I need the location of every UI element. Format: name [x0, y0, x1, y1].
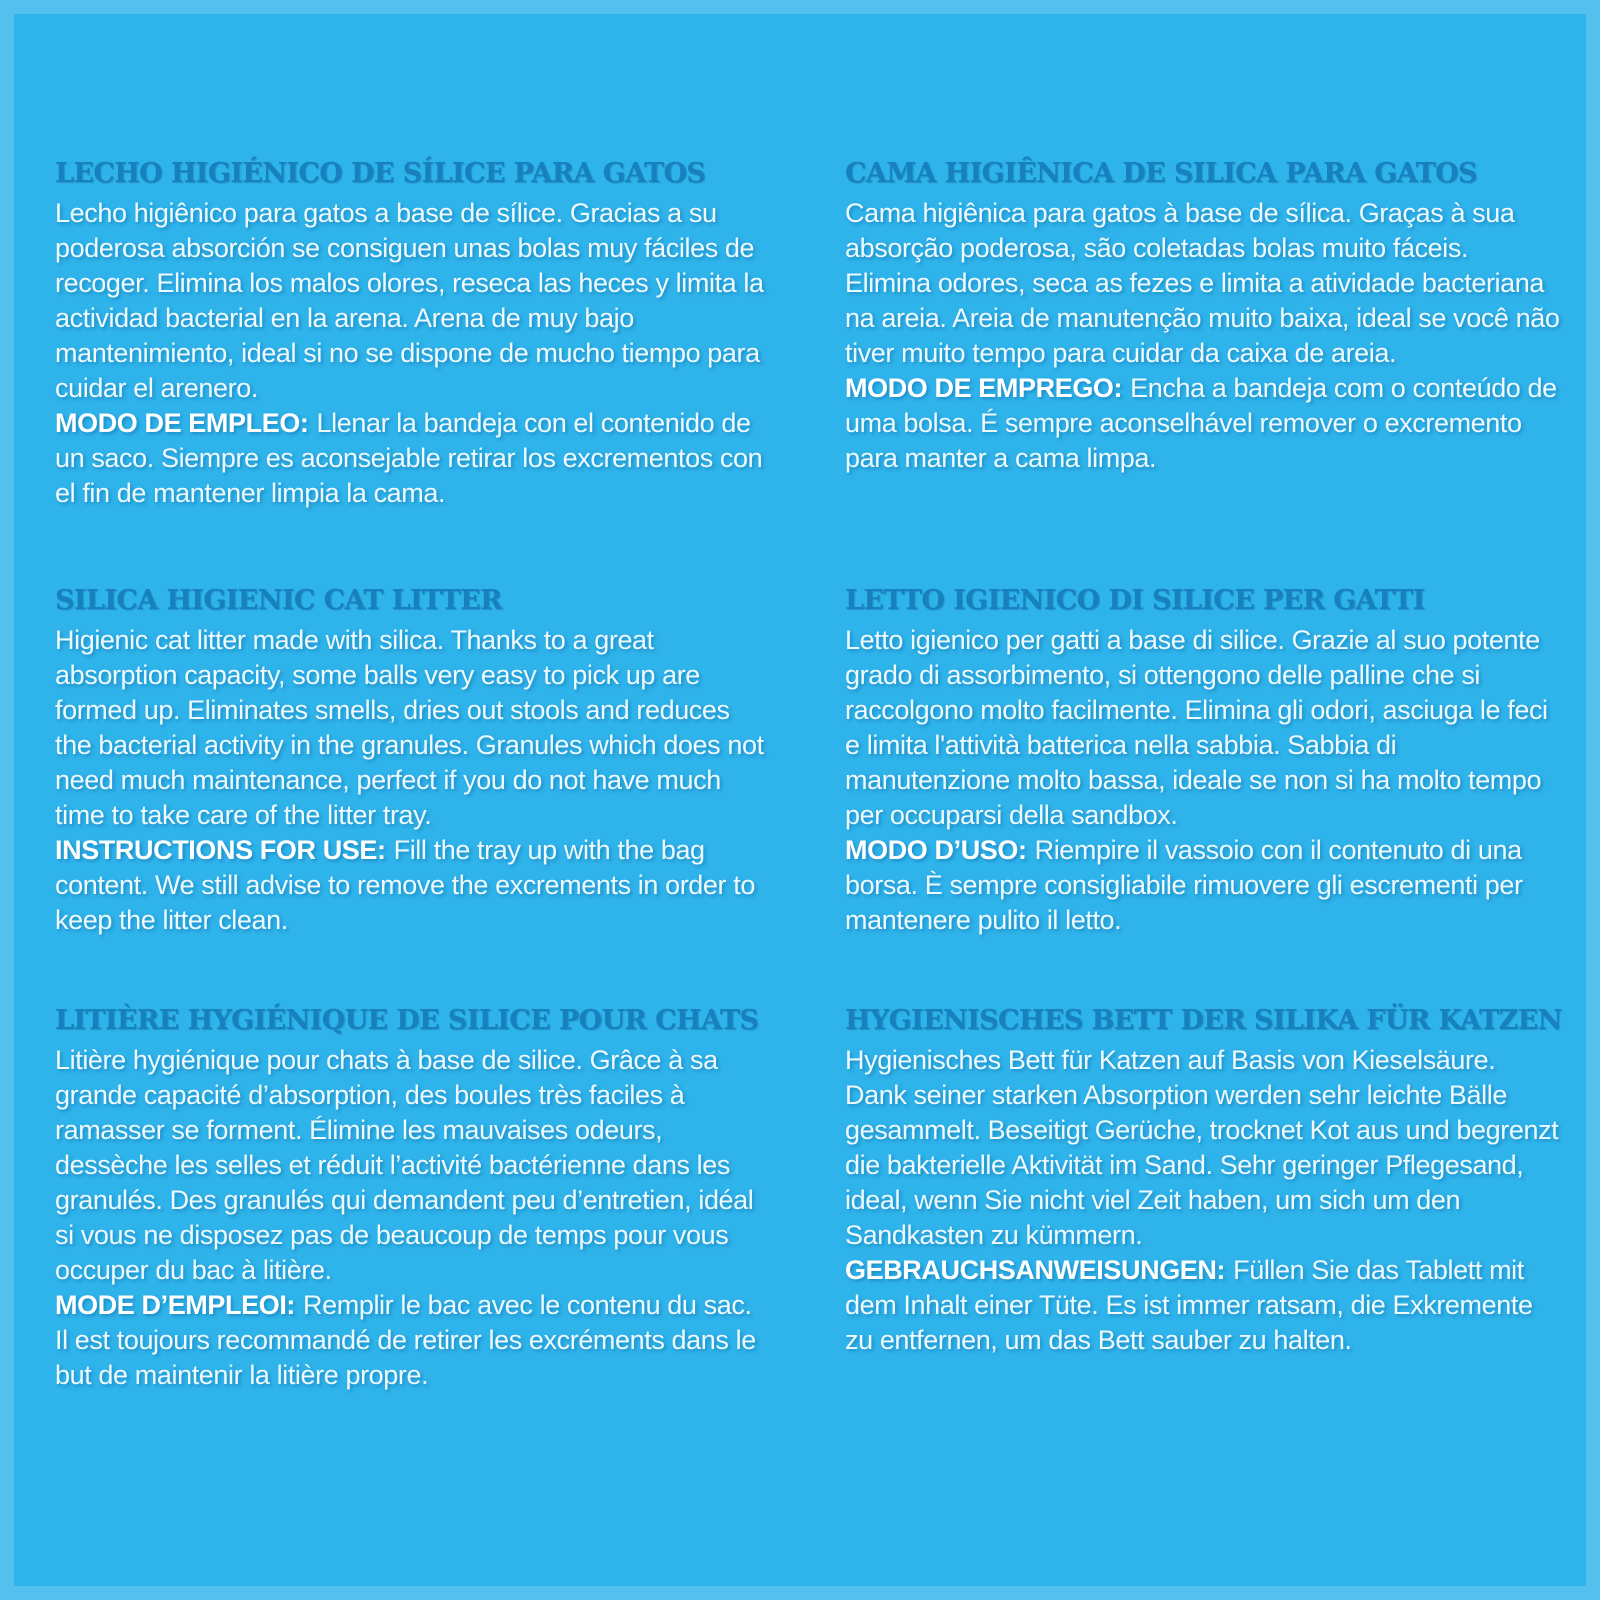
section-description: Hygienisches Bett für Katzen auf Basis von Kieselsäure. Dank seiner starken Absorption werden sehr leichte Bälle gesammelt. Beseitigt Gerüche, trocknet Kot aus und begrenzt die bakterielle Aktivität im Sand. Sehr geringer Pflegesand, ideal, wenn Sie nicht viel Zeit haben, um sich um den Sandkasten zu kümmern. [845, 1045, 1559, 1250]
section-spanish [55, 158, 770, 585]
section-title: SILICA HIGIENIC CAT LITTER [55, 585, 502, 616]
usage-label: MODO D’USO: [845, 835, 1027, 865]
usage-text: Encha a bandeja com o conteúdo de uma bolsa. É sempre aconselhável remover o excremento para manter a cama limpa. [845, 373, 1557, 473]
usage-text: Llenar la bandeja con el contenido de un saco. Siempre es aconsejable retirar los excrementos con el fin de mantener limpia la cama. [55, 408, 763, 508]
section-usage [845, 1253, 1560, 1358]
section-usage [55, 833, 770, 938]
usage-text: Füllen Sie das Tablett mit dem Inhalt einer Tüte. Es ist immer ratsam, die Exkremente zu entfernen, um das Bett sauber zu halten. [845, 1255, 1533, 1355]
section-description: Litière hygiénique pour chats à base de silice. Grâce à sa grande capacité d’absorption, des boules très faciles à ramasser se forment. Élimine les mauvaises odeurs, dessèche les selles et réduit l’activité bactérienne dans les granulés. Des granulés qui demandent peu d’entretien, idéal si vous ne disposez pas de beaucoup de temps pour vous occuper du bac à litière. [55, 1045, 754, 1285]
section-usage [845, 371, 1560, 476]
section-usage [55, 1288, 770, 1393]
section-portuguese [845, 158, 1560, 585]
usage-label: GEBRAUCHSANWEISUNGEN: [845, 1255, 1226, 1285]
section-italian [845, 585, 1560, 1005]
section-german [845, 1005, 1560, 1393]
usage-text: Riempire il vassoio con il contenuto di una borsa. È sempre consigliabile rimuovere gli escrementi per mantenere pulito il letto. [845, 835, 1523, 935]
section-usage [845, 833, 1560, 938]
usage-label: MODO DE EMPLEO: [55, 408, 309, 438]
usage-text: Remplir le bac avec le contenu du sac. Il est toujours recommandé de retirer les excréments dans le but de maintenir la litière propre. [55, 1290, 756, 1390]
usage-label: INSTRUCTIONS FOR USE: [55, 835, 386, 865]
usage-label: MODO DE EMPREGO: [845, 373, 1123, 403]
usage-label: MODE D’EMPLEOI: [55, 1290, 296, 1320]
section-title: CAMA HIGIÊNICA DE SILICA PARA GATOS [845, 158, 1477, 189]
section-french [55, 1005, 770, 1393]
section-usage [55, 406, 770, 511]
section-description: Higienic cat litter made with silica. Thanks to a great absorption capacity, some balls very easy to pick up are formed up. Eliminates smells, dries out stools and reduces the bacterial activity in the granules. Granules which does not need much maintenance, perfect if you do not have much time to take care of the litter tray. [55, 625, 764, 830]
usage-text: Fill the tray up with the bag content. We still advise to remove the excrements in order to keep the litter clean. [55, 835, 755, 935]
section-description: Lecho higiênico para gatos a base de sílice. Gracias a su poderosa absorción se consiguen unas bolas muy fáciles de recoger. Elimina los malos olores, reseca las heces y limita la actividad bacterial en la arena. Arena de muy bajo mantenimiento, ideal si no se dispone de mucho tiempo para cuidar el arenero. [55, 198, 764, 403]
section-title: HYGIENISCHES BETT DER SILIKA FÜR KATZEN [845, 1005, 1562, 1036]
section-english [55, 585, 770, 1005]
section-title: LETTO IGIENICO DI SILICE PER GATTI [845, 585, 1425, 616]
section-title: LECHO HIGIÉNICO DE SÍLICE PARA GATOS [55, 158, 706, 189]
section-description: Cama higiênica para gatos à base de sílica. Graças à sua absorção poderosa, são coletadas bolas muito fáceis. Elimina odores, seca as fezes e limita a atividade bacteriana na areia. Areia de manutenção muito baixa, ideal se você não tiver muito tempo para cuidar da caixa de areia. [845, 198, 1560, 368]
section-description: Letto igienico per gatti a base di silice. Grazie al suo potente grado di assorbimento, si ottengono delle palline che si raccolgono molto facilmente. Elimina gli odori, asciuga le feci e limita l'attività batterica nella sabbia. Sabbia di manutenzione molto bassa, ideale se non si ha molto tempo per occuparsi della sandbox. [845, 625, 1548, 830]
section-title: LITIÈRE HYGIÉNIQUE DE SILICE POUR CHATS [55, 1005, 759, 1036]
